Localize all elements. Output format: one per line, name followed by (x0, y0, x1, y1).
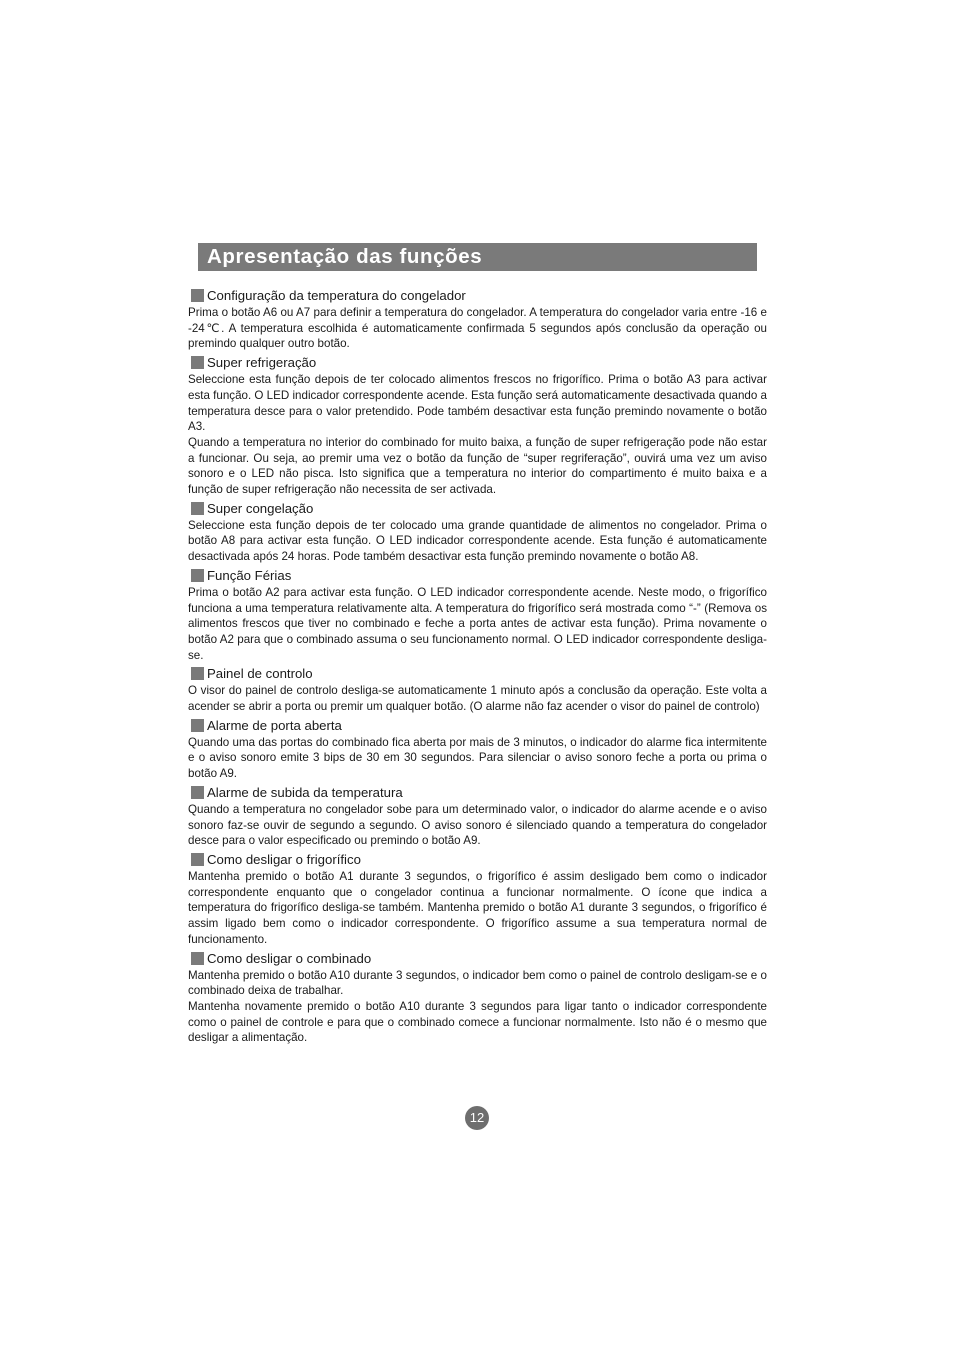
square-bullet-icon (191, 569, 204, 582)
page-title: Apresentação das funções (207, 245, 483, 268)
section-paragraph: Seleccione esta função depois de ter colocado uma grande quantidade de alimentos no congelador. Prima o botão A8 para activar esta função. O LED indicador correspondente acende. Esta função é automaticamente desactivada após 24 horas. Pode também desactivar esta função premindo novamente o botão A8. (188, 518, 767, 564)
section-holiday-function (188, 567, 767, 664)
section-title: Configuração da temperatura do congelador (207, 288, 466, 303)
section-title: Painel de controlo (207, 666, 313, 682)
square-bullet-icon (191, 667, 204, 680)
section-paragraph: Quando a temperatura no congelador sobe para um determinado valor, o indicador do alarme acende e o aviso sonoro faz-se ouvir de segundo a segundo. O aviso sonoro é silenciado quando a temperatura do congelador desce para o valor especificado ou premindo o botão A9. (188, 802, 767, 848)
page-number: 12 (465, 1106, 489, 1130)
section-title: Como desligar o frigorífico (207, 851, 361, 867)
section-super-freezing (188, 500, 767, 565)
section-paragraph: O visor do painel de controlo desliga-se automaticamente 1 minuto após a conclusão da operação. Este volta a acender se abrir a porta ou premir um qualquer botão. (O alarme não faz acender o visor do painel de controlo) (188, 684, 767, 714)
section-paragraph: Mantenha novamente premido o botão A10 durante 3 segundos para ligar tanto o indicador correspondente como o painel de controle e para que o combinado comece a funcionar normalmente. Isto não é o mesmo que desligar a alimentação. (188, 999, 767, 1045)
section-freezer-temperature (188, 287, 767, 352)
section-heading (188, 851, 767, 868)
section-title: Função Férias (207, 567, 292, 583)
section-switch-off-fridge (188, 851, 767, 948)
section-title: Alarme de subida da temperatura (207, 784, 403, 800)
section-title: Super refrigeração (207, 355, 317, 371)
section-title: Super congelação (207, 500, 314, 516)
section-super-cooling (188, 354, 767, 498)
section-door-alarm (188, 717, 767, 782)
title-bar (198, 243, 757, 271)
square-bullet-icon (191, 289, 204, 302)
content (188, 285, 767, 1046)
section-heading (188, 665, 767, 682)
section-paragraph: Prima o botão A2 para activar esta função. O LED indicador correspondente acende. Neste modo, o frigorífico funciona a uma temperatura relativamente alta. A temperatura do frigorífico será mostrada como “-” (Remova os alimentos frescos que tiver no combinado e feche a porta antes de activar esta função). Prima novamente o botão A2 para que o combinado assuma o seu funcionamento normal. O LED indicador correspondente desliga-se. (188, 585, 767, 662)
section-paragraph: Quando a temperatura no interior do combinado for muito baixa, a função de super refrigeração pode não estar a funcionar. Ou seja, ao premir uma vez o botão da função de “super regriferação”, ouvirá uma vez um aviso sonoro e o LED não pisca. Isto significa que a temperatura no interior do compartimento é muito baixa e a função de super refrigeração não necessita de ser activada. (188, 435, 767, 497)
section-title: Como desligar o combinado (207, 950, 372, 966)
section-paragraph: Mantenha premido o botão A1 durante 3 segundos, o frigorífico é assim desligado bem como o indicador correspondente enquanto que o congelador continua a funcionar normalmente. O ícone que indica a temperatura do frigorífico desliga-se também. Mantenha premido o botão A1 durante 3 segundos, o frigorífico é assim ligado bem como o indicador correspondente. O frigorífico assume a sua temperatura normal de funcionamento. (188, 869, 767, 946)
section-heading (188, 500, 767, 517)
square-bullet-icon (191, 356, 204, 369)
square-bullet-icon (191, 853, 204, 866)
section-switch-off-combined (188, 950, 767, 1047)
section-heading (188, 354, 767, 371)
section-heading (188, 567, 767, 584)
section-temperature-alarm (188, 784, 767, 849)
section-title: Alarme de porta aberta (207, 717, 342, 733)
section-paragraph: Quando uma das portas do combinado fica aberta por mais de 3 minutos, o indicador do alarme fica intermitente e o aviso sonoro emite 3 bips de 30 em 30 segundos. Para silenciar o aviso sonoro feche a porta ou prima o botão A9. (188, 735, 767, 781)
section-heading (188, 784, 767, 801)
section-control-panel (188, 665, 767, 714)
section-paragraph: Mantenha premido o botão A10 durante 3 segundos, o indicador bem como o painel de controlo desligam-se e o combinado deixa de trabalhar. (188, 968, 767, 998)
square-bullet-icon (191, 786, 204, 799)
square-bullet-icon (191, 719, 204, 732)
section-paragraph: Prima o botão A6 ou A7 para definir a temperatura do congelador. A temperatura do congelador varia entre -16 e -24℃. A temperatura escolhida é automaticamente confirmada 5 segundos após conclusão da operação ou premindo qualquer outro botão. (188, 306, 767, 351)
section-heading (188, 287, 767, 304)
section-paragraph: Seleccione esta função depois de ter colocado alimentos frescos no frigorífico. Prima o botão A3 para activar esta função. O LED indicador correspondente acende. Esta função será automaticamente desactivada quando a temperatura desce para o valor pretendido. Pode também desactivar esta função premindo novamente o botão A3. (188, 373, 767, 434)
square-bullet-icon (191, 502, 204, 515)
section-heading (188, 950, 767, 967)
square-bullet-icon (191, 952, 204, 965)
section-heading (188, 717, 767, 734)
